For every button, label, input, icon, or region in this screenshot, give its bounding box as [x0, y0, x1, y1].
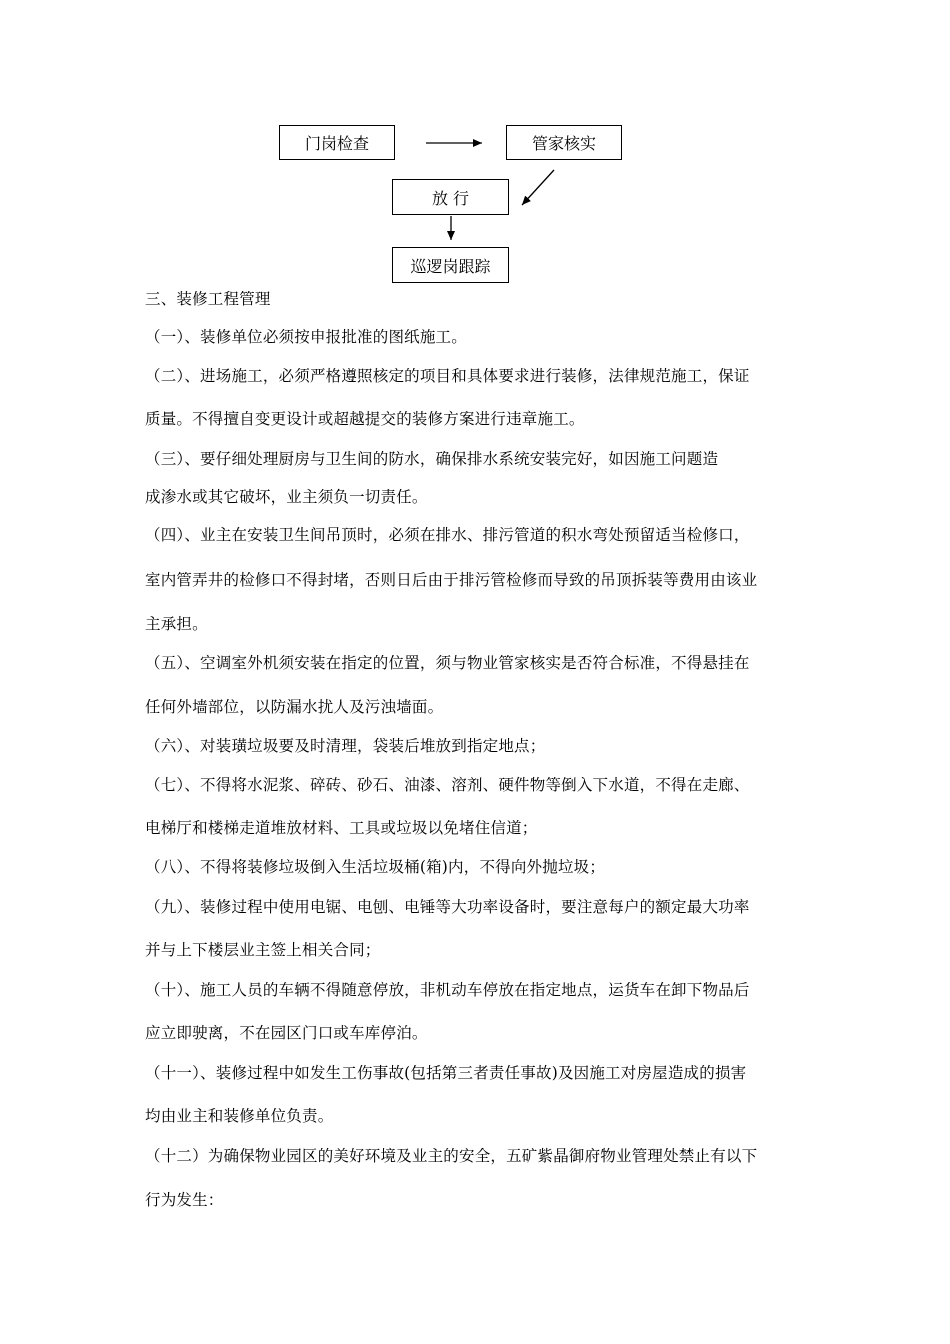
- text-line: （五）、空调室外机须安装在指定的位置，须与物业管家核实是否符合标准，不得悬挂在: [145, 654, 750, 672]
- text-line: 质量。不得擅自变更设计或超越提交的装修方案进行违章施工。: [145, 410, 585, 428]
- text-line: 主承担。: [145, 615, 208, 633]
- text-line: （九）、装修过程中使用电锯、电刨、电锤等大功率设备时，要注意每户的额定最大功率: [145, 898, 750, 916]
- text-line: 电梯厅和楼梯走道堆放材料、工具或垃圾以免堵住信道；: [145, 819, 538, 837]
- text-line: （十）、施工人员的车辆不得随意停放，非机动车停放在指定地点，运货车在卸下物品后: [145, 981, 750, 999]
- flow-box-release: [392, 179, 509, 215]
- text-line: 行为发生：: [145, 1191, 224, 1209]
- flow-box-patrol-track: [392, 247, 509, 283]
- section-heading: 三、装修工程管理: [145, 290, 271, 308]
- flow-box-gate-check: [279, 125, 395, 160]
- arrow-butler-to-release: [522, 170, 554, 205]
- text-line: （四）、业主在安装卫生间吊顶时，必须在排水、排污管道的积水弯处预留适当检修口，: [145, 526, 750, 544]
- text-line: 成渗水或其它破坏，业主须负一切责任。: [145, 488, 428, 506]
- text-line: 室内管弄井的检修口不得封堵，否则日后由于排污管检修而导致的吊顶拆装等费用由该业: [145, 571, 758, 589]
- text-line: 任何外墙部位，以防漏水扰人及污浊墙面。: [145, 698, 444, 716]
- text-line: （六）、对装璜垃圾要及时清理，袋装后堆放到指定地点；: [145, 737, 546, 755]
- text-line: 并与上下楼层业主签上相关合同；: [145, 941, 381, 959]
- flow-label-gate-check: 门岗检查: [304, 134, 369, 153]
- flow-label-release: 放 行: [431, 188, 470, 208]
- text-line: （十二）为确保物业园区的美好环境及业主的安全，五矿紫晶御府物业管理处禁止有以下: [145, 1147, 758, 1165]
- text-line: （十一）、装修过程中如发生工伤事故(包括第三者责任事故)及因施工对房屋造成的损害: [145, 1064, 747, 1082]
- flow-label-butler-verify: 管家核实: [531, 134, 596, 153]
- text-line: 应立即驶离，不在园区门口或车库停泊。: [145, 1024, 428, 1042]
- flow-label-patrol-track: 巡逻岗跟踪: [410, 256, 491, 276]
- text-line: （七）、不得将水泥浆、碎砖、砂石、油漆、溶剂、硬件物等倒入下水道，不得在走廊、: [145, 776, 750, 794]
- text-line: （三）、要仔细处理厨房与卫生间的防水，确保排水系统安装完好，如因施工问题造: [145, 450, 719, 468]
- text-line: （一）、装修单位必须按申报批准的图纸施工。: [145, 328, 467, 346]
- flow-box-butler-verify: [506, 125, 622, 160]
- text-line: （八）、不得将装修垃圾倒入生活垃圾桶(箱)内，不得向外抛垃圾；: [145, 858, 606, 876]
- text-line: （二）、进场施工，必须严格遵照核定的项目和具体要求进行装修，法律规范施工，保证: [145, 367, 750, 385]
- text-line: 均由业主和装修单位负责。: [145, 1107, 334, 1125]
